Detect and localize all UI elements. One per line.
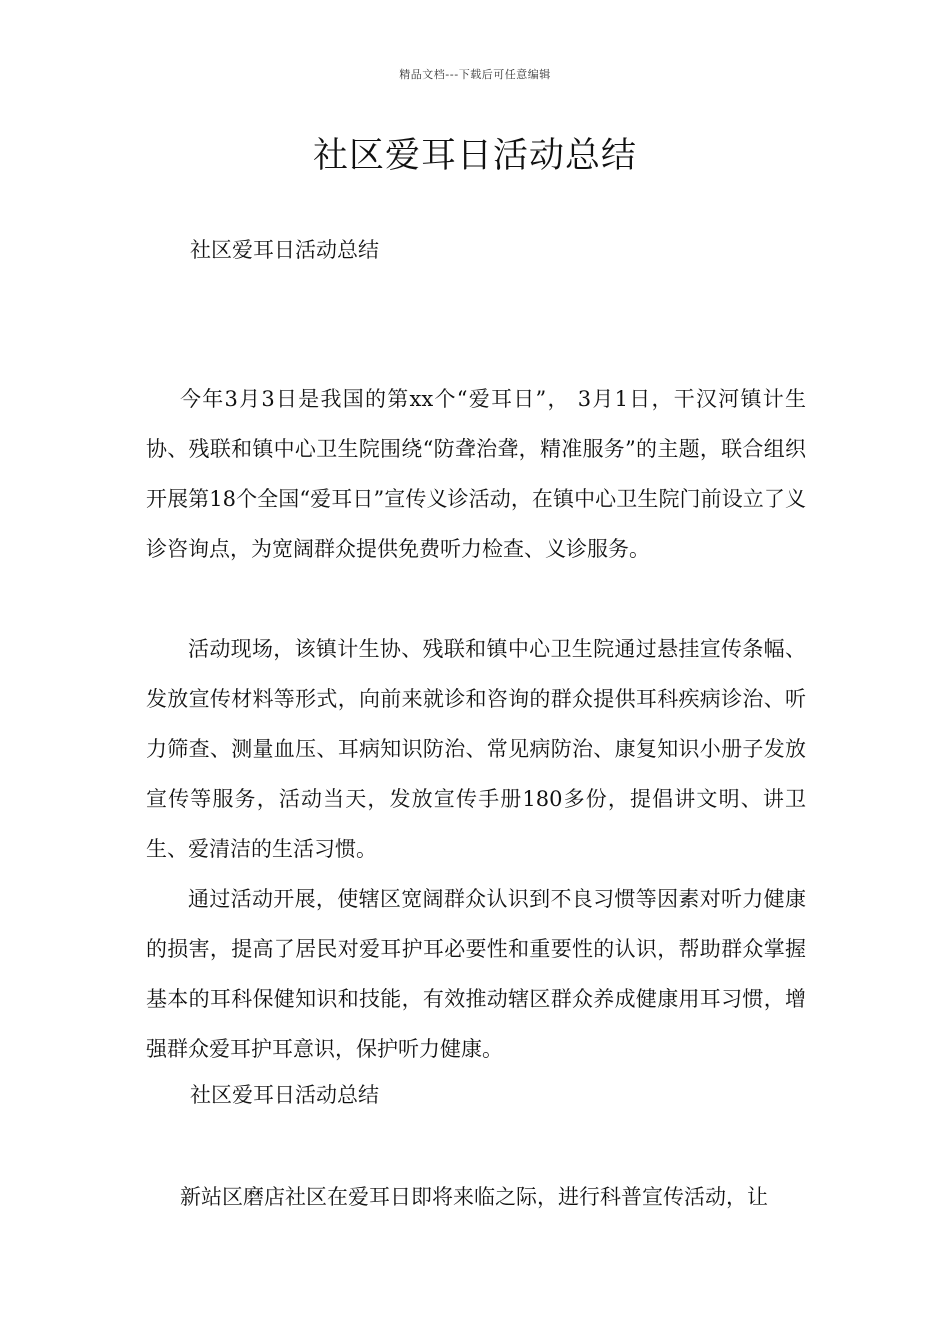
section-subtitle: 社区爱耳日活动总结 [190,238,379,262]
body-paragraph: 通过活动开展，使辖区宽阔群众认识到不良习惯等因素对听力健康的损害，提高了居民对爱耳护耳必要性和重要性的认识，帮助群众掌握基本的耳科保健知识和技能，有效推动辖区群众养成健康用耳习惯，增强群众爱耳护耳意识，保护听力健康。 [146,887,806,1061]
body-paragraph: 活动现场，该镇计生协、残联和镇中心卫生院通过悬挂宣传条幅、发放宣传材料等形式，向前来就诊和咨询的群众提供耳科疾病诊治、听力筛查、测量血压、耳病知识防治、常见病防治、康复知识小册子发放宣传等服务，活动当天，发放宣传手册180多份，提倡讲文明、讲卫生、爱清洁的生活习惯。 [146,637,806,861]
body-paragraph: 新站区磨店社区在爱耳日即将来临之际，进行科普宣传活动，让 [180,1185,768,1209]
document-title: 社区爱耳日活动总结 [312,136,637,176]
section-subtitle: 社区爱耳日活动总结 [190,1083,379,1107]
body-paragraph: 今年3月3日是我国的第xx个“爱耳日”， 3月1日，干汉河镇计生协、残联和镇中心卫生院围绕“防聋治聋，精准服务”的主题，联合组织开展第18个全国“爱耳日”宣传义诊活动，在镇中心卫生院门前设立了义诊咨询点，为宽阔群众提供免费听力检查、义诊服务。 [146,387,806,561]
header-note: 精品文档---下载后可任意编辑 [399,68,551,81]
